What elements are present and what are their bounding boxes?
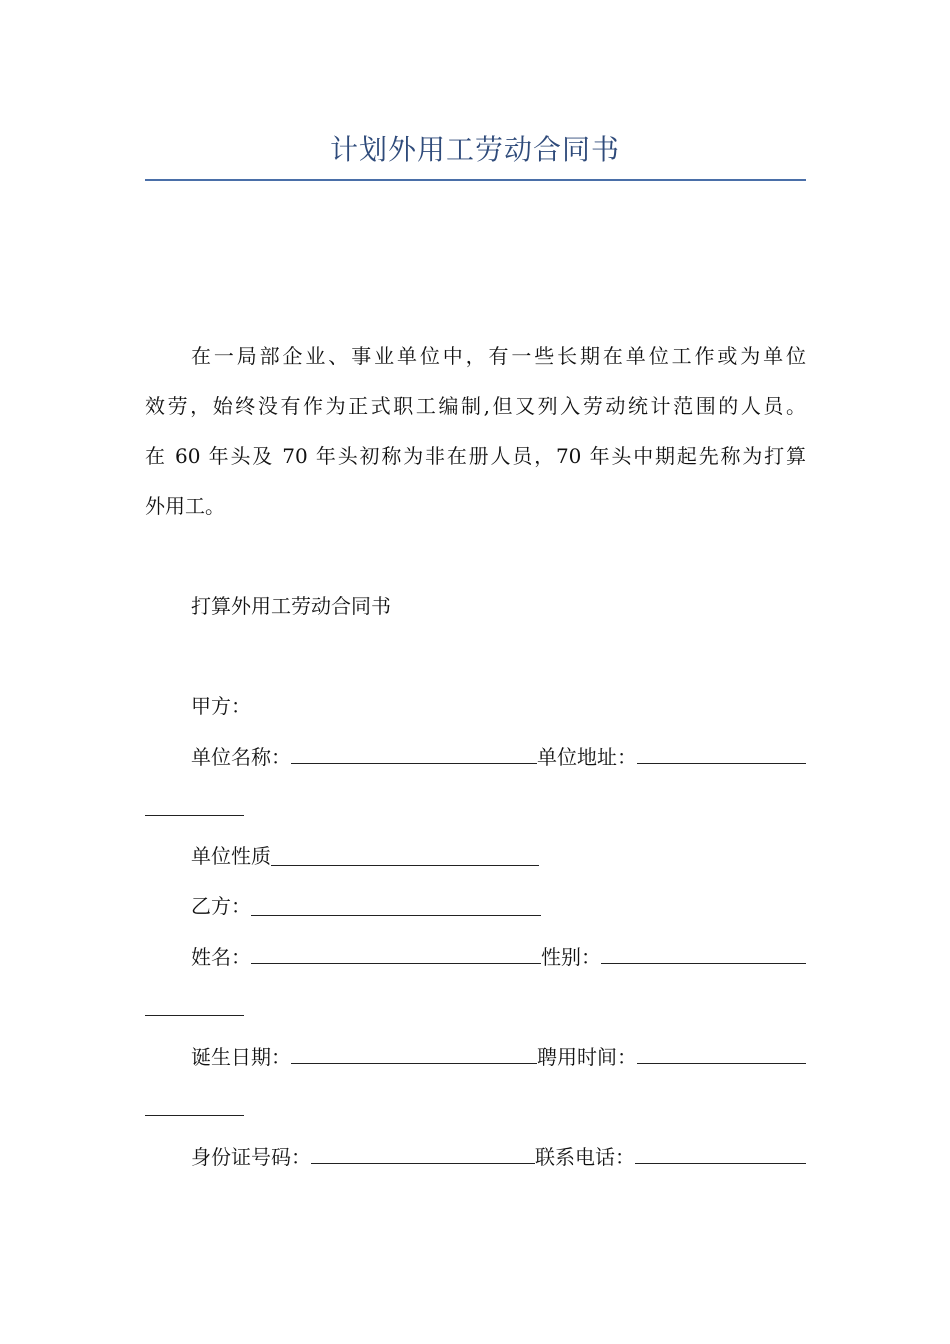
unit-address-blank[interactable] (637, 741, 806, 764)
unit-nature-label: 单位性质 (191, 844, 271, 868)
unit-name-label: 单位名称： (191, 745, 291, 769)
birth-hire-row (145, 1041, 806, 1072)
hire-time-label: 聘用时间： (537, 1045, 637, 1069)
party-b-blank[interactable] (251, 893, 541, 916)
unit-address-blank-cont[interactable] (145, 793, 244, 816)
unit-name-blank[interactable] (291, 741, 537, 764)
unit-address-blank-cont-row (145, 791, 806, 821)
intro-line-4: 外用工。 (145, 494, 225, 518)
gender-blank-cont[interactable] (145, 993, 244, 1016)
id-blank[interactable] (311, 1141, 535, 1164)
intro-line-3: 在 60 年头及 70 年头初称为非在册人员，70 年头中期起先称为打算 (145, 444, 806, 468)
party-a-heading: 甲方： (191, 694, 251, 718)
hire-time-blank-cont-row (145, 1091, 806, 1121)
hire-time-blank-cont[interactable] (145, 1093, 244, 1116)
gender-blank-cont-row (145, 991, 806, 1021)
birth-label: 诞生日期： (191, 1045, 291, 1069)
hire-time-blank[interactable] (637, 1041, 806, 1064)
phone-label: 联系电话： (535, 1145, 635, 1169)
name-blank[interactable] (251, 941, 541, 964)
unit-row (145, 741, 806, 772)
title-underline (145, 179, 806, 181)
party-b-heading: 乙方： (191, 894, 251, 918)
intro-line-1: 在一局部企业、事业单位中，有一些长期在单位工作或为单位 (191, 344, 806, 368)
birth-blank[interactable] (291, 1041, 537, 1064)
id-label: 身份证号码： (191, 1145, 311, 1169)
gender-label: 性别： (541, 945, 601, 969)
unit-nature-blank[interactable] (271, 843, 539, 866)
unit-address-label: 单位地址： (537, 745, 637, 769)
intro-line-2: 效劳，始终没有作为正式职工编制,但又列入劳动统计范围的人员。 (145, 394, 806, 418)
document-title: 计划外用工劳动合同书 (329, 133, 620, 166)
name-gender-row (145, 941, 806, 972)
party-b-row (145, 891, 806, 921)
contract-subtitle: 打算外用工劳动合同书 (191, 594, 391, 618)
phone-blank[interactable] (635, 1141, 806, 1164)
name-label: 姓名： (191, 945, 251, 969)
gender-blank[interactable] (601, 941, 806, 964)
id-phone-row (145, 1141, 806, 1172)
unit-nature-row (145, 841, 806, 871)
